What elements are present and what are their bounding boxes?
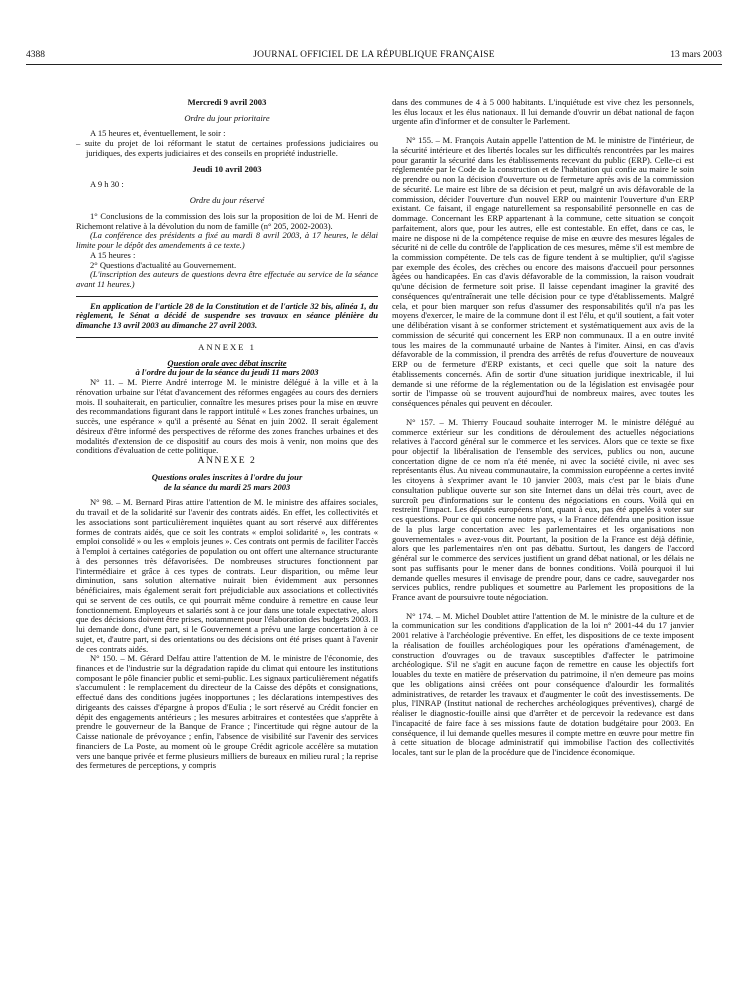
application-notice: En application de l'article 28 de la Constitution et de l'article 32 bis, alinéa 1, du règlement, le Sénat a décidé de suspendre ses travaux en séance plénière du dimanche 13 avril 2003 au dimanche 27 avril 2003. [76,300,378,331]
thursday-time-2: A 15 heures : [90,249,136,260]
wednesday-time: A 15 heures et, éventuellement, le soir : [90,128,226,139]
page-number: 4388 [26,50,45,60]
wednesday-item: – suite du projet de loi réformant le statut de certaines professions judiciaires ou juridiques, des experts judiciaires et des conseils en propriété industrielle. [76,138,378,158]
divider [76,337,378,338]
annexe-1-heading: ANNEXE 1 [198,341,256,352]
thursday-order: Ordre du jour réservé [189,195,265,206]
question-157: N° 157. – M. Thierry Foucaud souhaite interroger M. le ministre délégué au commerce extérieur sur les conditions de déroulement des actuelles négociations relatives à l'accord général sur le commerce et les services. Alors que ce texte se fixe pour objectif la libéralisation de l'ensemble des services, publics ou non, aucune concertation digne de ce nom n'a été menée, ni avec la société civile, ni avec ses représentants élus. Au niveau communautaire, la commission européenne a certes invité les citoyens à s'exprimer avant le 10 janvier 2003, mais c'est par le biais d'une consultation publique ouverte sur son site Internet dans un délai très court, avec de surcroît peu d'informations sur le contenu des négociations en cours. Voilà qui en restreint l'impact. Les députés européens n'ont, quant à eux, pas été appelés à voter sur ces questions. Pour ce qui concerne notre pays, « la France défendra une position issue de la plus large concertation avec les parlementaires et les organisations non gouvernementales » avez-vous dit. Pourtant, la position de la France est déjà définie, alors que les parlementaires n'en ont pas débattu. Surtout, les dangers de l'accord général sur le commerce des services justifient un grand débat national, or les délais ne sont pas suffisants pour le mener dans de bonnes conditions. Voilà pourquoi il lui demande quelles mesures il envisage de prendre pour, dans ce cadre, sauvegarder nos services publics, rendre publiques et soumettre au Parlement les propositions de la France avant de poursuivre toute négociation. [392,416,694,602]
left-column [76,98,378,771]
annexe-2-heading: ANNEXE 2 [197,455,257,467]
page-header [26,50,722,65]
annexe-2-subtitle: de la séance du mardi 25 mars 2003 [163,481,291,492]
question-11: N° 11. – M. Pierre André interroge M. le ministre délégué à la ville et à la rénovation urbaine sur l'état d'avancement des réformes engagées au cours des derniers mois. Il souhaiterait, en particulier, connaître les mesures prises pour la mise en œuvre des recommandations figurant dans le rapport intitulé « Les zones franches urbaines, un succès, une espérance » qu'il a présenté au Sénat en juin 2002. Il serait également désireux d'être informé des perspectives de réforme des zones franches urbaines et des modalités d'extension de ce dispositif au cours des mois à venir, non moins que des conditions d'évaluation de cette politique. [76,377,378,456]
right-column [392,98,694,758]
annexe-1-subtitle: à l'ordre du jour de la séance du jeudi 11 mars 2003 [135,367,319,378]
question-150-continued: dans des communes de 4 à 5 000 habitants. L'inquiétude est vive chez les personnels, les élus locaux et les élus nationaux. Il lui demande d'ouvrir un débat national de façon urgente afin d'informer et de consulter le Parlement. [392,97,694,127]
thursday-note-2: (L'inscription des auteurs de questions devra être effectuée au service de la séance avant 11 heures.) [76,269,378,290]
question-98: N° 98. – M. Bernard Piras attire l'attention de M. le ministre des affaires sociales, du travail et de la solidarité sur l'avenir des contrats aidés. En effet, les collectivités et les associations sont particulièrement inquiètes quant au sort réservé aux différentes formes de contrats aidés, que ce soit les contrats « emploi solidarité », les contrats « emploi consolidé » ou les « emplois jeunes ». Ces contrats ont permis de faciliter l'accès à l'emploi à certaines catégories de population ou ont offert une alternance structurante à des personnes très défavorisées. De nombreuses structures fonctionnent par l'intermédiaire et grâce à ces types de contrats. Leur disparition, ou même leur diminution, sans solution alternative nuirait bien évidemment aux personnes bénéficiaires, mais également serait fort préjudiciable aux associations et collectivités qui se servent de ces outils, ce qui pourrait même conduire à remettre en cause leur fonctionnement. Employeurs et salariés sont à ce jour dans une totale expectative, alors que des décisions doivent être prises, notamment pour l'élaboration des budgets 2003. Il lui demande donc, d'une part, si le Gouvernement a prévu une large concertation à ce sujet, et, d'autre part, si des orientations ou des décisions ont été prises quant à l'avenir de ces contrats aidés. [76,497,378,654]
wednesday-heading: Mercredi 9 avril 2003 [187,97,267,107]
thursday-time: A 9 h 30 : [90,179,124,190]
annexe-1-title: Question orale avec débat inscrite [167,357,287,368]
annexe-2-title: Questions orales inscrites à l'ordre du jour [151,472,303,483]
question-150: N° 150. – M. Gérard Delfau attire l'attention de M. le ministre de l'économie, des finances et de l'industrie sur la dégradation rapide du climat qui entoure les institutions composant le pôle financier public et semi-public. Les signaux particulièrement négatifs s'accumulent : le remplacement du directeur de la Caisse des dépôts et consignations, effectué dans des conditions jugées inopportunes ; les déclarations intempestives des dirigeants des caisses d'épargne à propos d'Eulia ; le sort réservé au Crédit foncier en dépit des engagements antérieurs ; les mesures arbitraires et contestées que s'apprête à prendre le gouverneur de la Banque de France ; l'incertitude qui règne autour de la Caisse nationale de prévoyance ; enfin, l'absence de visibilité sur l'avenir des services financiers de La Poste, au moment où le groupe Crédit agricole accélère sa mutation vers une banque privée et ferme plusieurs milliers de bureaux en milieu rural ; la reprise des fermetures de perceptions, y compris [76,653,378,771]
thursday-heading: Jeudi 10 avril 2003 [192,163,262,174]
thursday-item-1: 1° Conclusions de la commission des lois sur la proposition de loi de M. Henri de Richemont relative à la dévolution du nom de famille (n° 205, 2002-2003). [76,210,378,231]
thursday-item-2: 2° Questions d'actualité au Gouvernement. [90,259,237,270]
question-174: N° 174. – M. Michel Doublet attire l'attention de M. le ministre de la culture et de la communication sur les conditions d'application de la loi n° 2001-44 du 17 janvier 2001 relative à l'archéologie préventive. En effet, les dispositions de ce texte imposent la réalisation de fouilles archéologiques pour les opérations d'aménagement, de construction d'ouvrages ou de travaux susceptibles d'affecter le patrimoine archéologique. S'il ne s'agit en aucune façon de remettre en cause les objectifs fort louables du texte en matière de préservation du patrimoine, il n'en demeure pas moins que les obligations ainsi créées ont pour conséquence d'alourdir les formalités administratives, de retarder les travaux et d'augmenter le coût des investissements. De plus, l'INRAP (Institut national de recherches archéologiques préventives), chargé de réaliser le diagnostic-fouille ainsi que d'arrêter et de percevoir la redevance est dans l'incapacité de faire face à ses missions faute de dotation budgétaire pour 2003. En conséquence, il lui demande quelles mesures il compte mettre en œuvre pour mettre fin à cette situation de blocage administratif qui immobilise l'action des collectivités locales, tant sur le plan de la procédure que de l'incidence économique. [392,610,694,757]
divider [76,296,378,297]
thursday-note-1: (La conférence des présidents a fixé au mardi 8 avril 2003, à 17 heures, le délai limite pour le dépôt des amendements à ce texte.) [76,230,378,251]
issue-date: 13 mars 2003 [670,50,722,60]
question-155: N° 155. – M. François Autain appelle l'attention de M. le ministre de l'intérieur, de la sécurité intérieure et des libertés locales sur les difficultés rencontrées par les maires pour garantir la sécurité dans les établissements recevant du public (ERP). Celle-ci est réglementée par le Code de la construction et de l'habitation qui confie au maire le soin de prendre ou non la décision d'ouverture ou de fermeture après avis de la commission de sécurité. Le maire est libre de sa décision et peut, malgré un avis défavorable de la commission, décider l'ouverture d'un nouvel ERP ou maintenir l'ouverture d'un ERP existant. Ce faisant, il engage naturellement sa responsabilité personnelle en cas de dommage. Concernant les ERP appartenant à la commune, cette situation se conçoit parfaitement, alors que, pour les autres, elle est contestable. En effet, dans ce cas, le maire ne dispose ni de la compétence requise de mise en œuvre des mesures légales de sécurité ni de celle du contrôle de l'application de ces mesures, même s'il est membre de la commission compétente. De tels cas de figure tendent à se multiplier, qu'il s'agisse par exemple des écoles, des crèches ou encore des maisons d'accueil pour personnes âgées ou handicapées. En cas d'avis défavorable de la commission, la raison voudrait qu'une décision de fermeture soit prise. Il laisse cependant imaginer la gravité des conséquences qu'entraînerait une telle décision pour ce type d'établissements. Malgré cela, et pour bien marquer son refus d'assumer des responsabilités qu'il n'a pas les moyens d'exercer, le maire de la commune dont il est l'élu, et qu'il soutient, a fait voter une délibération visant à se conformer strictement et systématiquement aux avis de la commission de sécurité qui concernent les ERP non communaux. Il a en outre invité tous les maires de la communauté urbaine de Nantes à l'imiter. Ainsi, en cas d'avis défavorable de la commission, il prendra des arrêtés de refus d'ouverture de nouveaux ERP ou de fermeture d'ERP existants, et ceci quelle que soit la nature des établissements concernés. Afin de sortir d'une situation juridique inextricable, il lui demande si une réforme de la réglementation ou de la législation est envisagée pour sortir de l'impasse où se trouvent aujourd'hui de nombreux maires, avec toutes les conséquences pénales qui peuvent en découler. [392,135,694,409]
journal-title: JOURNAL OFFICIEL DE LA RÉPUBLIQUE FRANÇAISE [253,50,495,60]
wednesday-order: Ordre du jour prioritaire [184,112,270,123]
